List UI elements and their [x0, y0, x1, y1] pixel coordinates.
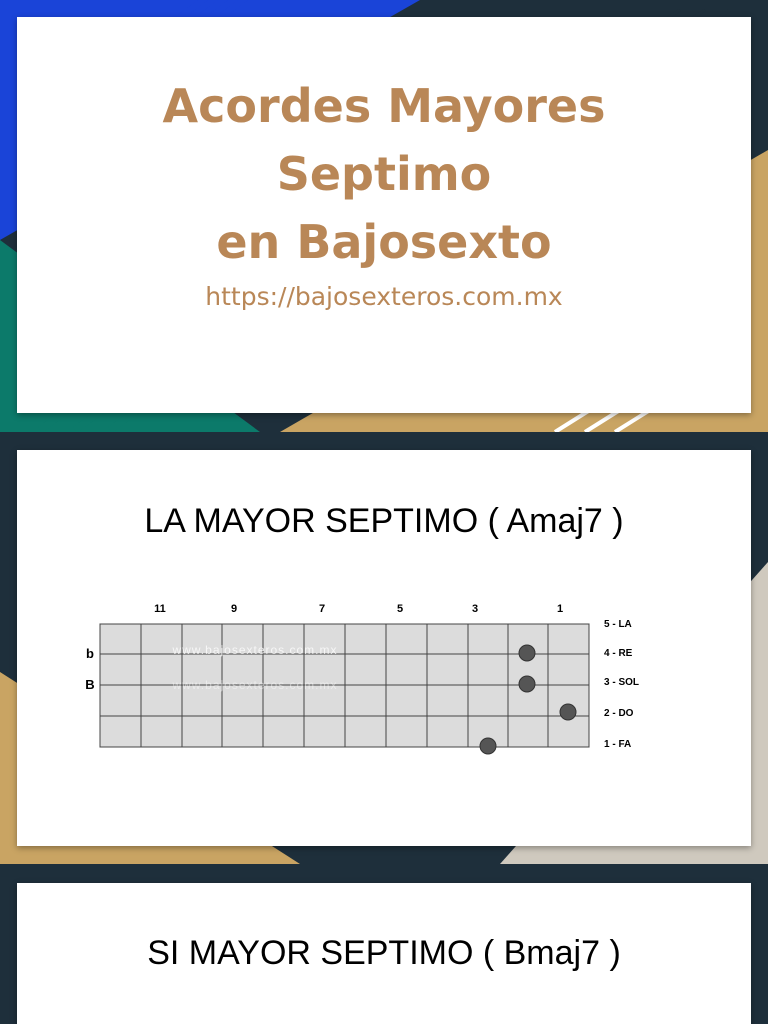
chord-slide-amaj7: [0, 432, 768, 864]
string-label-5: 5 - LA: [604, 619, 632, 630]
chord-title-2: SI MAYOR SEPTIMO ( Bmaj7 ): [147, 934, 621, 972]
fret-number-7: 7: [318, 603, 326, 615]
title-line-2: Septimo: [276, 147, 492, 201]
chord-title: LA MAYOR SEPTIMO ( Amaj7 ): [144, 502, 624, 540]
finger-dot: [480, 738, 496, 754]
page-title: [0, 72, 768, 276]
fret-number-9: 9: [230, 603, 238, 615]
title-line-3: en Bajosexto: [216, 215, 552, 269]
string-label-2: 2 - DO: [604, 708, 634, 719]
string-label-4: 4 - RE: [604, 648, 633, 659]
fret-number-5: 5: [396, 603, 404, 615]
fret-number-1: 1: [556, 603, 564, 615]
fret-number-11: 11: [154, 603, 166, 615]
finger-dot: [560, 704, 576, 720]
chord-slide-bmaj7: [0, 864, 768, 1024]
fret-number-3: 3: [471, 603, 479, 615]
site-url[interactable]: https://bajosexteros.com.mx: [205, 282, 563, 311]
left-mark-B: B: [85, 677, 95, 692]
watermark-1: www.bajosexteros.com.mx: [172, 643, 338, 657]
string-label-1: 1 - FA: [604, 739, 632, 750]
title-slide: [0, 0, 768, 432]
string-label-3: 3 - SOL: [604, 677, 640, 688]
title-line-1: Acordes Mayores: [162, 79, 606, 133]
fretboard-diagram: [0, 432, 768, 864]
finger-dot: [519, 676, 535, 692]
finger-dot: [519, 645, 535, 661]
left-mark-b: b: [86, 646, 94, 661]
watermark-2: www.bajosexteros.com.mx: [172, 678, 338, 692]
